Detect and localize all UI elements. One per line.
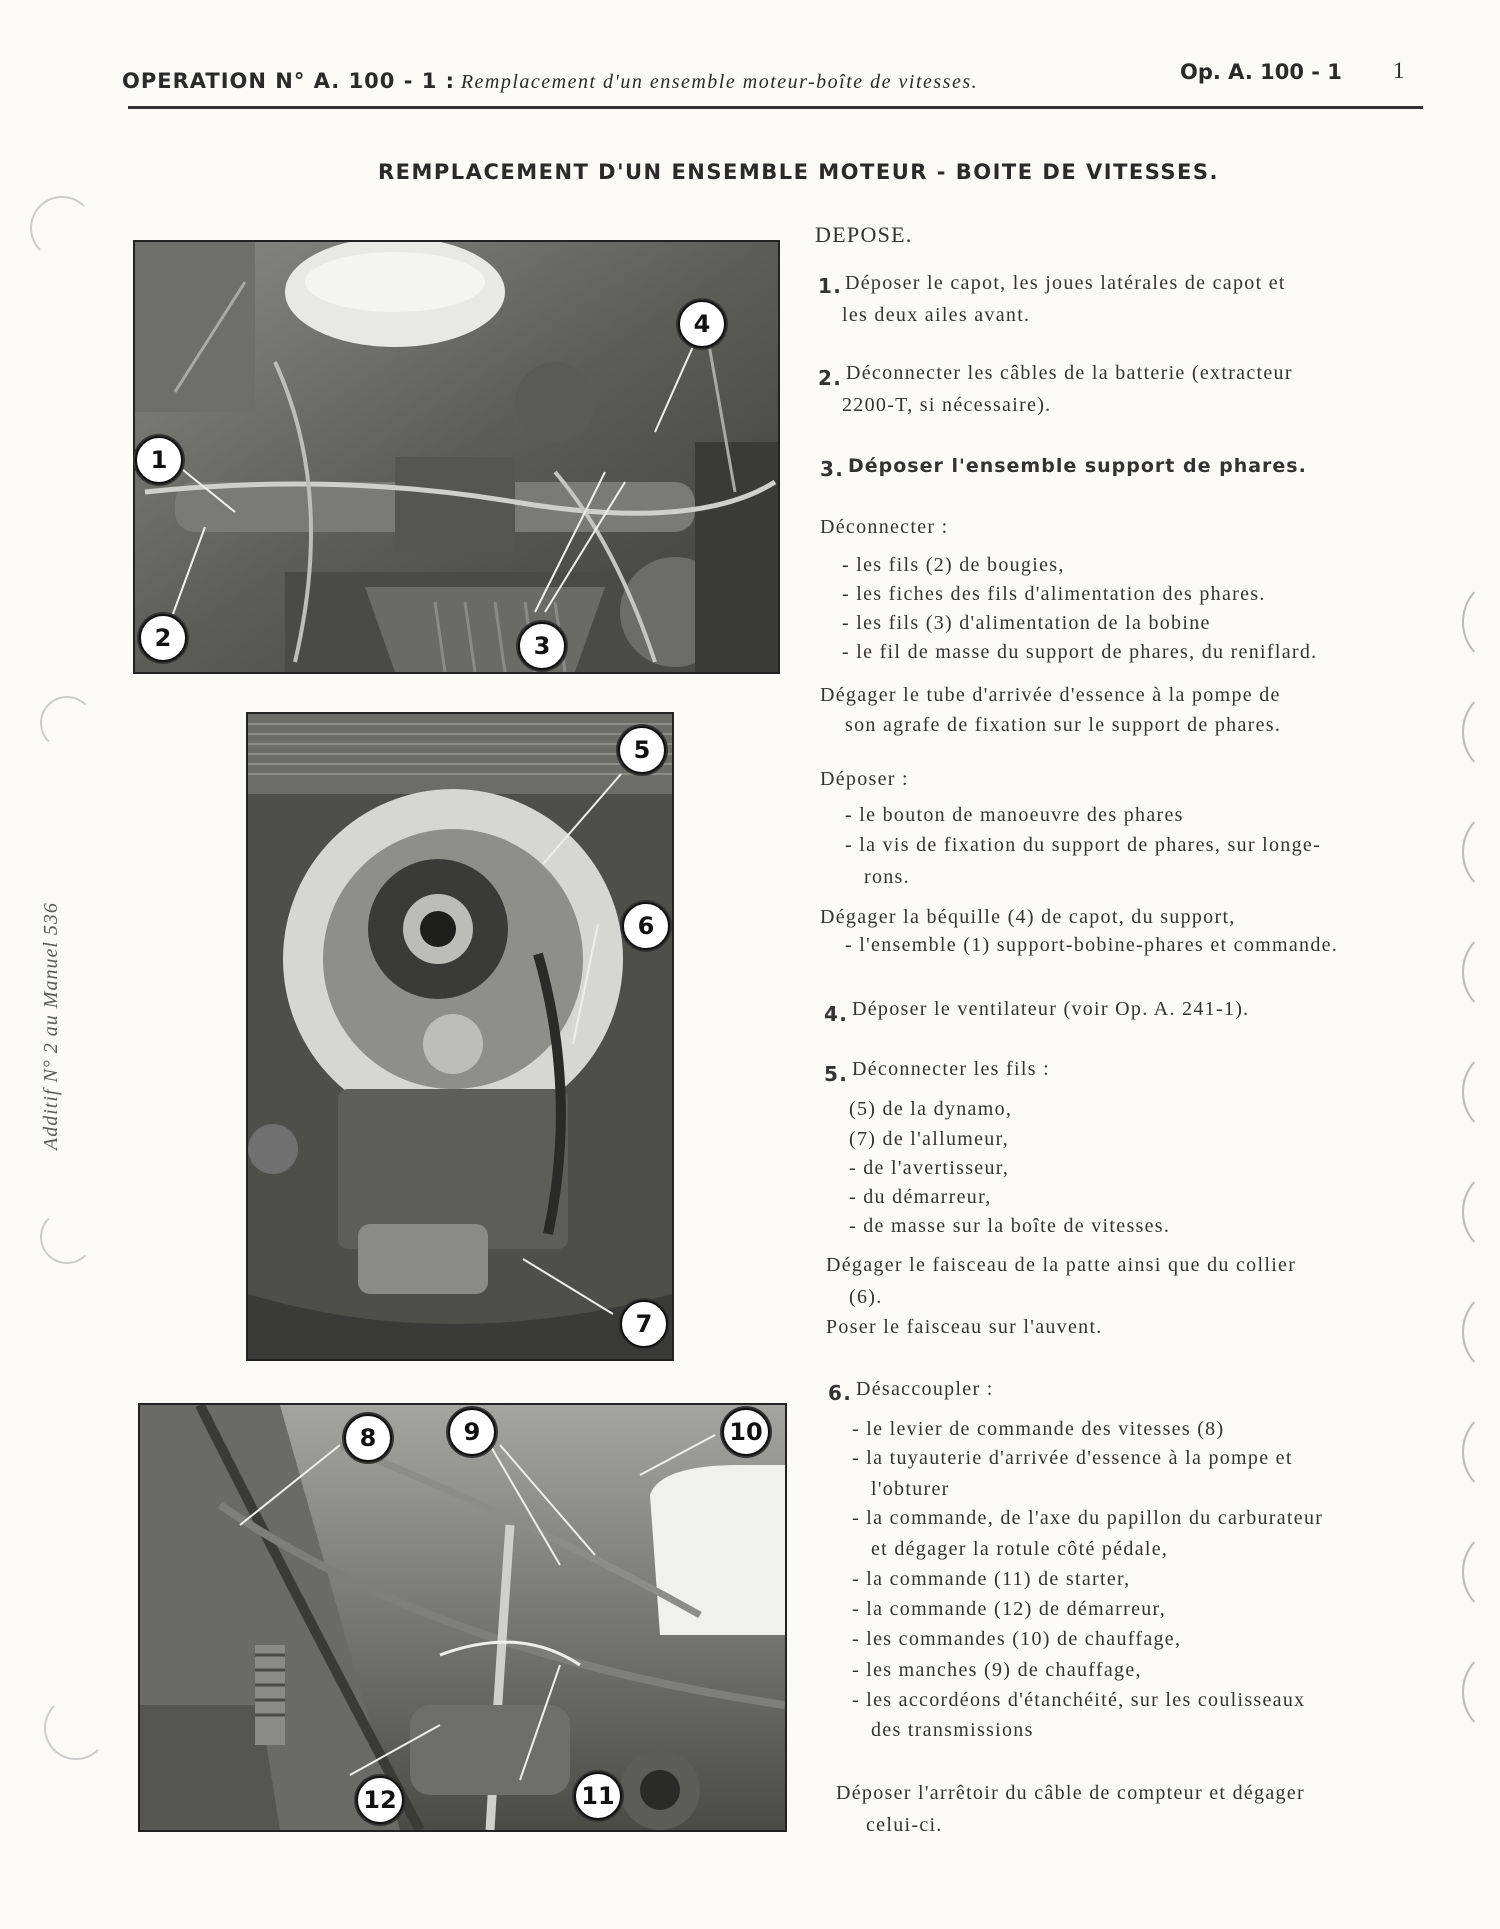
deposer-item-2: - la vis de fixation du support de phares, sur longe- [845,834,1322,856]
deconnecter-item-2: - les fiches des fils d'alimentation des phares. [842,583,1266,605]
step-2-line-2: 2200-T, si nécessaire). [842,394,1052,416]
figure-engine-top [133,240,780,674]
engine-top-photo [135,242,778,672]
step-6-number: 6. [828,1381,853,1405]
step-6-line-1: Désaccoupler : [856,1378,994,1400]
callout-9: 9 [448,1408,496,1456]
binder-arc-right-4 [1462,930,1500,1014]
step-6-item-11: des transmissions [871,1719,1034,1741]
binder-arc-right-9 [1462,1530,1500,1614]
callout-2: 2 [139,614,187,662]
step-6-item-7: - la commande (12) de démarreur, [852,1598,1167,1620]
operation-subtitle: Remplacement d'un ensemble moteur-boîte de vitesses. [460,71,979,93]
deconnecter-heading: Déconnecter : [820,516,949,538]
final-line-2: celui-ci. [866,1814,943,1836]
step-2-line-1: Déconnecter les câbles de la batterie (extracteur [846,362,1293,384]
step-6-item-5: et dégager la rotule côté pédale, [871,1538,1169,1560]
binder-hole-left-2 [40,696,94,750]
header-operation [122,68,978,94]
step-1-number: 1. [818,274,843,298]
page-number: 1 [1393,58,1405,83]
binder-arc-right-7 [1462,1290,1500,1374]
callout-1: 1 [135,436,183,484]
page-title: REMPLACEMENT D'UN ENSEMBLE MOTEUR - BOITE DE VITESSES. [378,160,1219,184]
controls-photo [140,1405,785,1830]
binder-arc-right-10 [1462,1650,1500,1734]
final-line-1: Déposer l'arrêtoir du câble de compteur et dégager [836,1782,1305,1804]
step-5-number: 5. [824,1062,849,1086]
callout-6: 6 [622,902,670,950]
side-annotation: Additif N° 2 au Manuel 536 [40,902,62,1150]
binder-arc-right-5 [1462,1050,1500,1134]
step-6-item-8: - les commandes (10) de chauffage, [852,1628,1182,1650]
callout-12: 12 [356,1776,404,1824]
step-1-line-1: Déposer le capot, les joues latérales de capot et [845,272,1286,294]
step-5-item-4: - du démarreur, [849,1186,992,1208]
callout-8: 8 [344,1414,392,1462]
step-5-item-3: - de l'avertisseur, [849,1157,1010,1179]
figure-controls [138,1403,787,1832]
step-6-item-9: - les manches (9) de chauffage, [852,1659,1142,1681]
step-3-line-1: Déposer l'ensemble support de phares. [848,455,1307,477]
degager-3-line-2: (6). [849,1286,883,1308]
step-2-number: 2. [818,366,843,390]
deposer-item-3: rons. [864,866,910,888]
step-6-item-3: l'obturer [871,1478,950,1500]
degager-2-line-2: - l'ensemble (1) support-bobine-phares et commande. [845,934,1339,956]
section-depose: DEPOSE. [815,222,913,247]
binder-arc-right-6 [1462,1170,1500,1254]
callout-11: 11 [574,1772,622,1820]
deconnecter-item-4: - le fil de masse du support de phares, du reniflard. [842,641,1318,663]
callout-10: 10 [722,1408,770,1456]
figure-dynamo [246,712,674,1361]
step-3-number: 3. [820,457,845,481]
step-1-line-2: les deux ailes avant. [842,304,1031,326]
callout-4: 4 [678,300,726,348]
deconnecter-item-1: - les fils (2) de bougies, [842,554,1065,576]
binder-arc-right-3 [1462,810,1500,894]
dynamo-photo [248,714,672,1359]
step-4-line-1: Déposer le ventilateur (voir Op. A. 241-1). [852,998,1250,1020]
degager-1-line-2: son agrafe de fixation sur le support de phares. [845,714,1282,736]
callout-5: 5 [618,726,666,774]
step-5-item-1: (5) de la dynamo, [849,1098,1013,1120]
step-6-item-1: - le levier de commande des vitesses (8) [852,1418,1225,1440]
deposer-heading: Déposer : [820,768,909,790]
callout-3: 3 [518,622,566,670]
step-5-line-1: Déconnecter les fils : [852,1058,1050,1080]
step-5-item-2: (7) de l'allumeur, [849,1128,1010,1150]
step-6-item-2: - la tuyauterie d'arrivée d'essence à la pompe et [852,1447,1293,1469]
deconnecter-item-3: - les fils (3) d'alimentation de la bobine [842,612,1211,634]
binder-hole-left-1 [30,196,94,260]
binder-arc-right-2 [1462,690,1500,774]
step-5-item-5: - de masse sur la boîte de vitesses. [849,1215,1171,1237]
header-rule [128,106,1423,109]
deposer-item-1: - le bouton de manoeuvre des phares [845,804,1184,826]
poser-line: Poser le faisceau sur l'auvent. [826,1316,1103,1338]
step-4-number: 4. [824,1002,849,1026]
degager-2-line-1: Dégager la béquille (4) de capot, du support, [820,906,1236,928]
binder-arc-right-1 [1462,580,1500,664]
step-6-item-6: - la commande (11) de starter, [852,1568,1131,1590]
degager-3-line-1: Dégager le faisceau de la patte ainsi que du collier [826,1254,1297,1276]
binder-hole-left-3 [40,1210,94,1264]
binder-arc-right-8 [1462,1410,1500,1494]
degager-1-line-1: Dégager le tube d'arrivée d'essence à la pompe de [820,684,1281,706]
binder-hole-left-4 [44,1696,108,1760]
callout-7: 7 [620,1300,668,1348]
step-6-item-4: - la commande, de l'axe du papillon du carburateur [852,1507,1324,1529]
operation-reference: Op. A. 100 - 1 [1180,60,1342,84]
operation-number: OPERATION N° A. 100 - 1 : [122,69,456,93]
step-6-item-10: - les accordéons d'étanchéité, sur les coulisseaux [852,1689,1306,1711]
